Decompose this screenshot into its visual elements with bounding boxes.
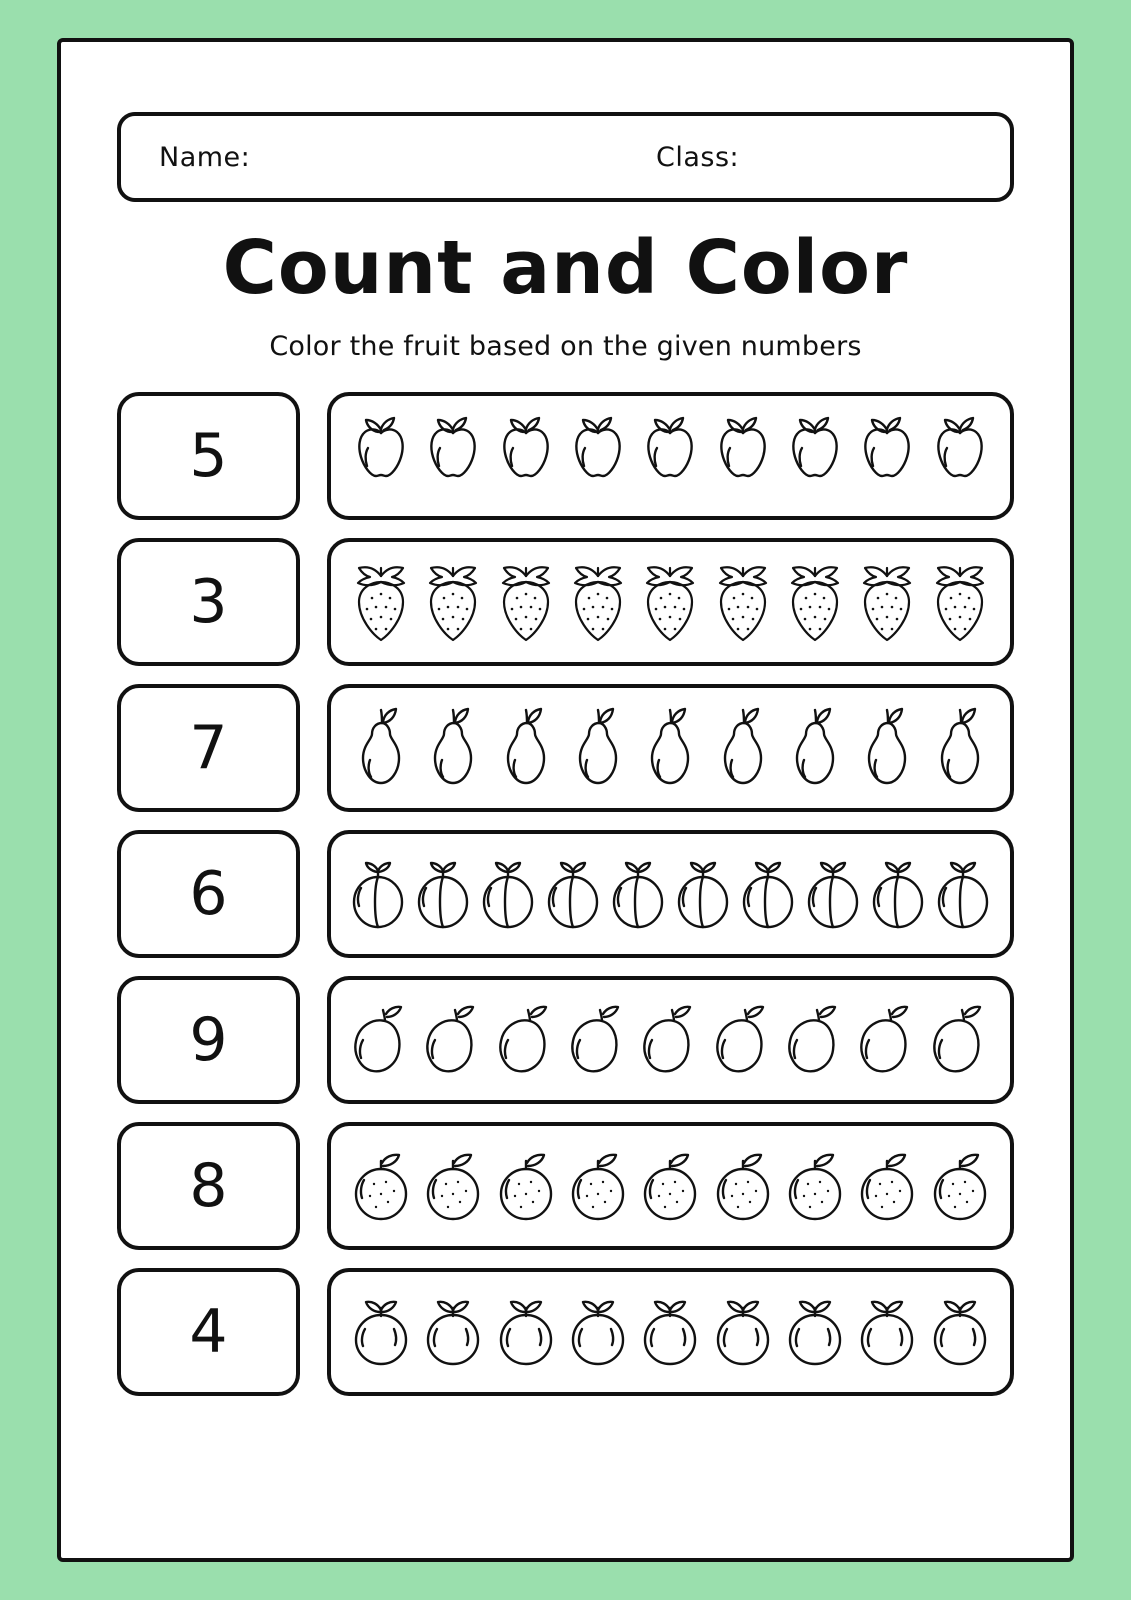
- exercise-row: [117, 682, 1014, 814]
- worksheet-page: [57, 38, 1074, 1562]
- mango-icon[interactable]: [856, 990, 918, 1090]
- plum-icon[interactable]: [672, 844, 734, 944]
- mango-icon[interactable]: [784, 990, 846, 1090]
- student-info-bar: [117, 112, 1014, 202]
- mango-icon[interactable]: [422, 990, 484, 1090]
- plum-icon[interactable]: [412, 844, 474, 944]
- plum-icon[interactable]: [542, 844, 604, 944]
- lemon-icon[interactable]: [784, 1282, 846, 1382]
- worksheet-content: [117, 112, 1014, 1508]
- fruit-strip: [327, 1268, 1014, 1396]
- orange-icon[interactable]: [856, 1136, 918, 1236]
- plum-icon[interactable]: [347, 844, 409, 944]
- orange-icon[interactable]: [784, 1136, 846, 1236]
- fruit-strip: [327, 1122, 1014, 1250]
- exercise-row: [117, 536, 1014, 668]
- pear-icon[interactable]: [712, 698, 774, 798]
- mango-icon[interactable]: [350, 990, 412, 1090]
- strawberry-icon[interactable]: [422, 552, 484, 652]
- orange-icon[interactable]: [350, 1136, 412, 1236]
- pear-icon[interactable]: [495, 698, 557, 798]
- number-box: [117, 976, 300, 1104]
- lemon-icon[interactable]: [495, 1282, 557, 1382]
- apple-icon[interactable]: [495, 406, 557, 506]
- orange-icon[interactable]: [567, 1136, 629, 1236]
- fruit-strip: [327, 684, 1014, 812]
- number-box: [117, 392, 300, 520]
- page-title: Count and Color: [222, 225, 909, 311]
- lemon-icon[interactable]: [929, 1282, 991, 1382]
- lemon-icon[interactable]: [712, 1282, 774, 1382]
- plum-icon[interactable]: [737, 844, 799, 944]
- number-value: 7: [189, 713, 228, 784]
- lemon-icon[interactable]: [567, 1282, 629, 1382]
- apple-icon[interactable]: [422, 406, 484, 506]
- exercise-row: [117, 390, 1014, 522]
- orange-icon[interactable]: [639, 1136, 701, 1236]
- apple-icon[interactable]: [639, 406, 701, 506]
- strawberry-icon[interactable]: [567, 552, 629, 652]
- pear-icon[interactable]: [567, 698, 629, 798]
- plum-icon[interactable]: [802, 844, 864, 944]
- lemon-icon[interactable]: [350, 1282, 412, 1382]
- plum-icon[interactable]: [867, 844, 929, 944]
- strawberry-icon[interactable]: [856, 552, 918, 652]
- number-box: [117, 1122, 300, 1250]
- mango-icon[interactable]: [639, 990, 701, 1090]
- fruit-strip: [327, 830, 1014, 958]
- fruit-strip: [327, 538, 1014, 666]
- lemon-icon[interactable]: [422, 1282, 484, 1382]
- mango-icon[interactable]: [929, 990, 991, 1090]
- number-value: 4: [189, 1297, 228, 1368]
- exercise-row: [117, 974, 1014, 1106]
- lemon-icon[interactable]: [639, 1282, 701, 1382]
- orange-icon[interactable]: [929, 1136, 991, 1236]
- fruit-strip: [327, 976, 1014, 1104]
- apple-icon[interactable]: [712, 406, 774, 506]
- number-box: [117, 538, 300, 666]
- strawberry-icon[interactable]: [495, 552, 557, 652]
- number-value: 9: [189, 1005, 228, 1076]
- apple-icon[interactable]: [350, 406, 412, 506]
- pear-icon[interactable]: [784, 698, 846, 798]
- exercise-row: [117, 828, 1014, 960]
- fruit-strip: [327, 392, 1014, 520]
- class-label: Class:: [656, 141, 740, 173]
- exercise-row: [117, 1266, 1014, 1398]
- number-box: [117, 830, 300, 958]
- strawberry-icon[interactable]: [639, 552, 701, 652]
- number-value: 6: [189, 859, 228, 930]
- pear-icon[interactable]: [639, 698, 701, 798]
- mango-icon[interactable]: [567, 990, 629, 1090]
- pear-icon[interactable]: [856, 698, 918, 798]
- pear-icon[interactable]: [350, 698, 412, 798]
- strawberry-icon[interactable]: [350, 552, 412, 652]
- apple-icon[interactable]: [929, 406, 991, 506]
- number-value: 5: [189, 421, 228, 492]
- exercise-row: [117, 1120, 1014, 1252]
- orange-icon[interactable]: [422, 1136, 484, 1236]
- name-label: Name:: [159, 141, 251, 173]
- page-subtitle: Color the fruit based on the given numbers: [269, 331, 862, 363]
- apple-icon[interactable]: [567, 406, 629, 506]
- exercise-rows: [117, 390, 1014, 1398]
- plum-icon[interactable]: [932, 844, 994, 944]
- number-box: [117, 1268, 300, 1396]
- plum-icon[interactable]: [607, 844, 669, 944]
- apple-icon[interactable]: [784, 406, 846, 506]
- lemon-icon[interactable]: [856, 1282, 918, 1382]
- mango-icon[interactable]: [495, 990, 557, 1090]
- strawberry-icon[interactable]: [712, 552, 774, 652]
- strawberry-icon[interactable]: [929, 552, 991, 652]
- number-value: 8: [189, 1151, 228, 1222]
- strawberry-icon[interactable]: [784, 552, 846, 652]
- pear-icon[interactable]: [929, 698, 991, 798]
- orange-icon[interactable]: [712, 1136, 774, 1236]
- mango-icon[interactable]: [712, 990, 774, 1090]
- number-box: [117, 684, 300, 812]
- plum-icon[interactable]: [477, 844, 539, 944]
- number-value: 3: [189, 567, 228, 638]
- apple-icon[interactable]: [856, 406, 918, 506]
- pear-icon[interactable]: [422, 698, 484, 798]
- orange-icon[interactable]: [495, 1136, 557, 1236]
